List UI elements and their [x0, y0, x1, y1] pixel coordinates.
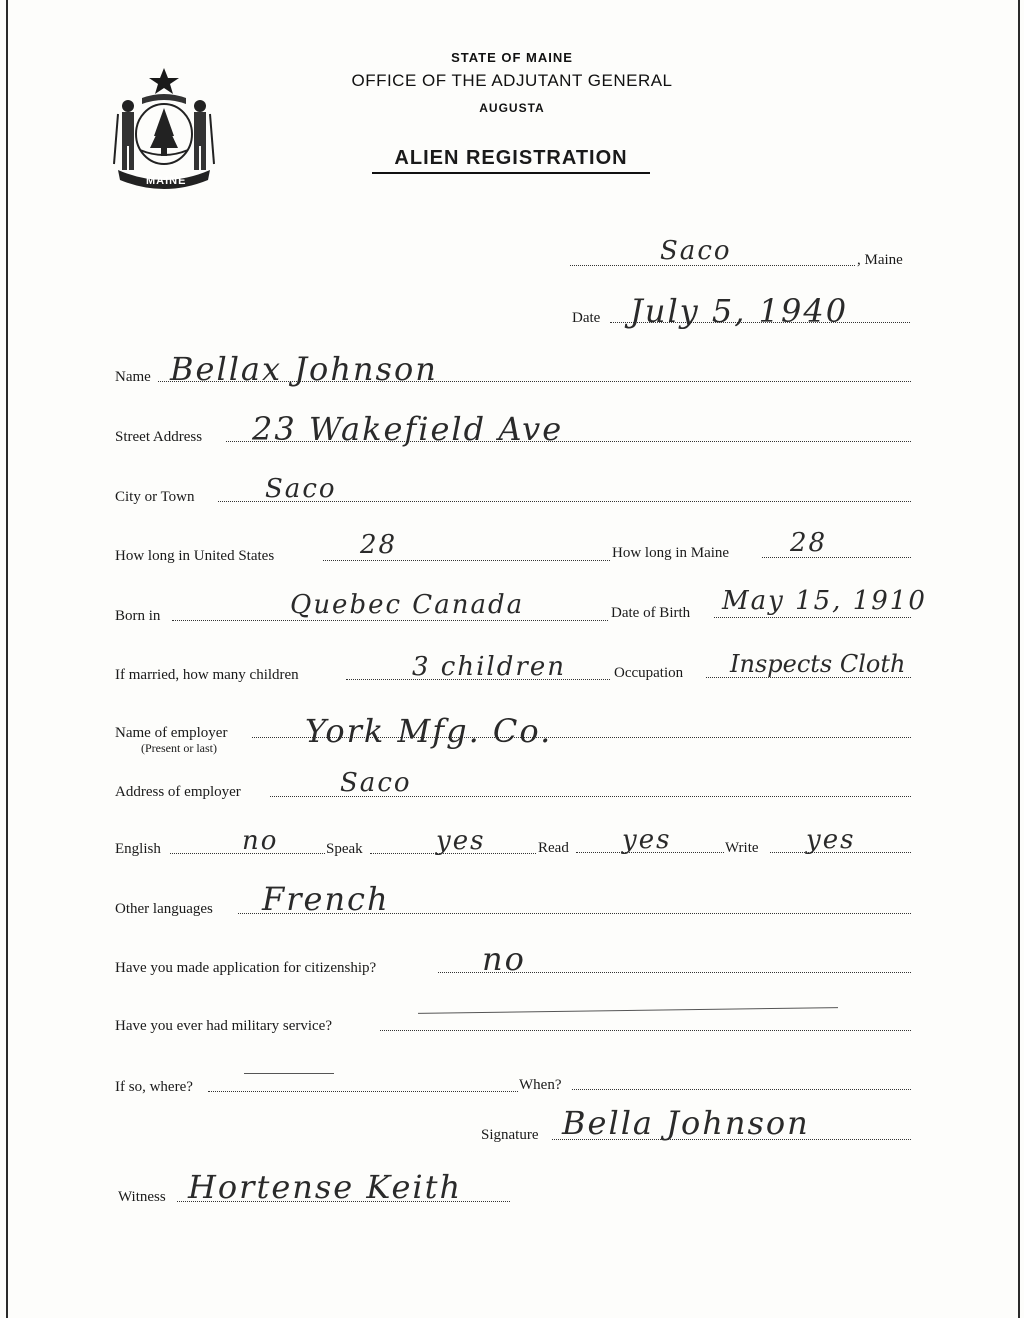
- name-label: Name: [115, 369, 151, 385]
- when-label: When?: [519, 1077, 562, 1093]
- witness-label: Witness: [118, 1189, 166, 1205]
- right-edge: [1018, 0, 1020, 1318]
- other-lang-label: Other languages: [115, 901, 213, 917]
- other-lang-value: French: [262, 880, 390, 918]
- city-value: Saco: [265, 474, 337, 504]
- write-value: yes: [806, 825, 856, 855]
- street-value: 23 Wakefield Ave: [252, 410, 564, 448]
- born-in-value: Quebec Canada: [290, 590, 525, 620]
- married-label: If married, how many children: [115, 667, 299, 683]
- employer-address-label: Address of employer: [115, 784, 241, 800]
- long-us-value: 28: [360, 530, 398, 560]
- office-heading: OFFICE OF THE ADJUTANT GENERAL: [351, 71, 673, 90]
- long-maine-label: How long in Maine: [612, 545, 730, 561]
- citizenship-label: Have you made application for citizenship?: [115, 960, 377, 976]
- born-in-label: Born in: [115, 608, 161, 624]
- state-heading: STATE OF MAINE: [451, 50, 573, 65]
- employer-label: Name of employer: [115, 725, 228, 741]
- speak-value: yes: [436, 826, 486, 856]
- where-dash-mark: [244, 1073, 334, 1074]
- witness-value: Hortense Keith: [188, 1168, 463, 1206]
- maine-label: , Maine: [857, 252, 903, 268]
- occupation-label: Occupation: [614, 665, 684, 681]
- long-maine-value: 28: [790, 528, 828, 558]
- left-edge: [6, 0, 8, 1318]
- town-value: Saco: [660, 236, 732, 266]
- employer-value: York Mfg. Co.: [305, 712, 553, 750]
- seal-ribbon-text: MAINE: [146, 175, 187, 187]
- where-label: If so, where?: [115, 1079, 193, 1095]
- military-line: [380, 1030, 911, 1031]
- date-value: July 5, 1940: [630, 292, 849, 330]
- long-maine-line: [762, 557, 911, 558]
- street-label: Street Address: [115, 429, 203, 445]
- english-value: no: [242, 826, 279, 856]
- signature-label: Signature: [481, 1127, 539, 1143]
- name-value: Bellax Johnson: [170, 350, 438, 388]
- military-label: Have you ever had military service?: [115, 1018, 332, 1034]
- born-in-line: [172, 620, 608, 621]
- read-label: Read: [538, 840, 569, 856]
- where-line: [208, 1091, 518, 1092]
- long-us-line: [323, 560, 610, 561]
- dob-line: [714, 617, 911, 618]
- dob-value: May 15, 1910: [722, 586, 927, 616]
- citizenship-value: no: [482, 940, 526, 978]
- occupation-value: Inspects Cloth: [730, 650, 906, 678]
- city-heading: AUGUSTA: [479, 101, 545, 115]
- form-title: ALIEN REGISTRATION: [372, 147, 650, 174]
- speak-label: Speak: [326, 841, 363, 857]
- read-value: yes: [622, 825, 672, 855]
- english-label: English: [115, 841, 161, 857]
- write-label: Write: [725, 840, 759, 856]
- when-line: [572, 1089, 911, 1090]
- date-label: Date: [572, 310, 601, 326]
- city-label: City or Town: [115, 489, 195, 505]
- military-dash-mark: [418, 1007, 838, 1014]
- signature-value: Bella Johnson: [562, 1104, 810, 1142]
- dob-label: Date of Birth: [611, 605, 691, 621]
- long-us-label: How long in United States: [115, 548, 275, 564]
- employer-note: (Present or last): [141, 741, 217, 755]
- employer-address-value: Saco: [340, 768, 412, 798]
- children-value: 3 children: [412, 652, 566, 682]
